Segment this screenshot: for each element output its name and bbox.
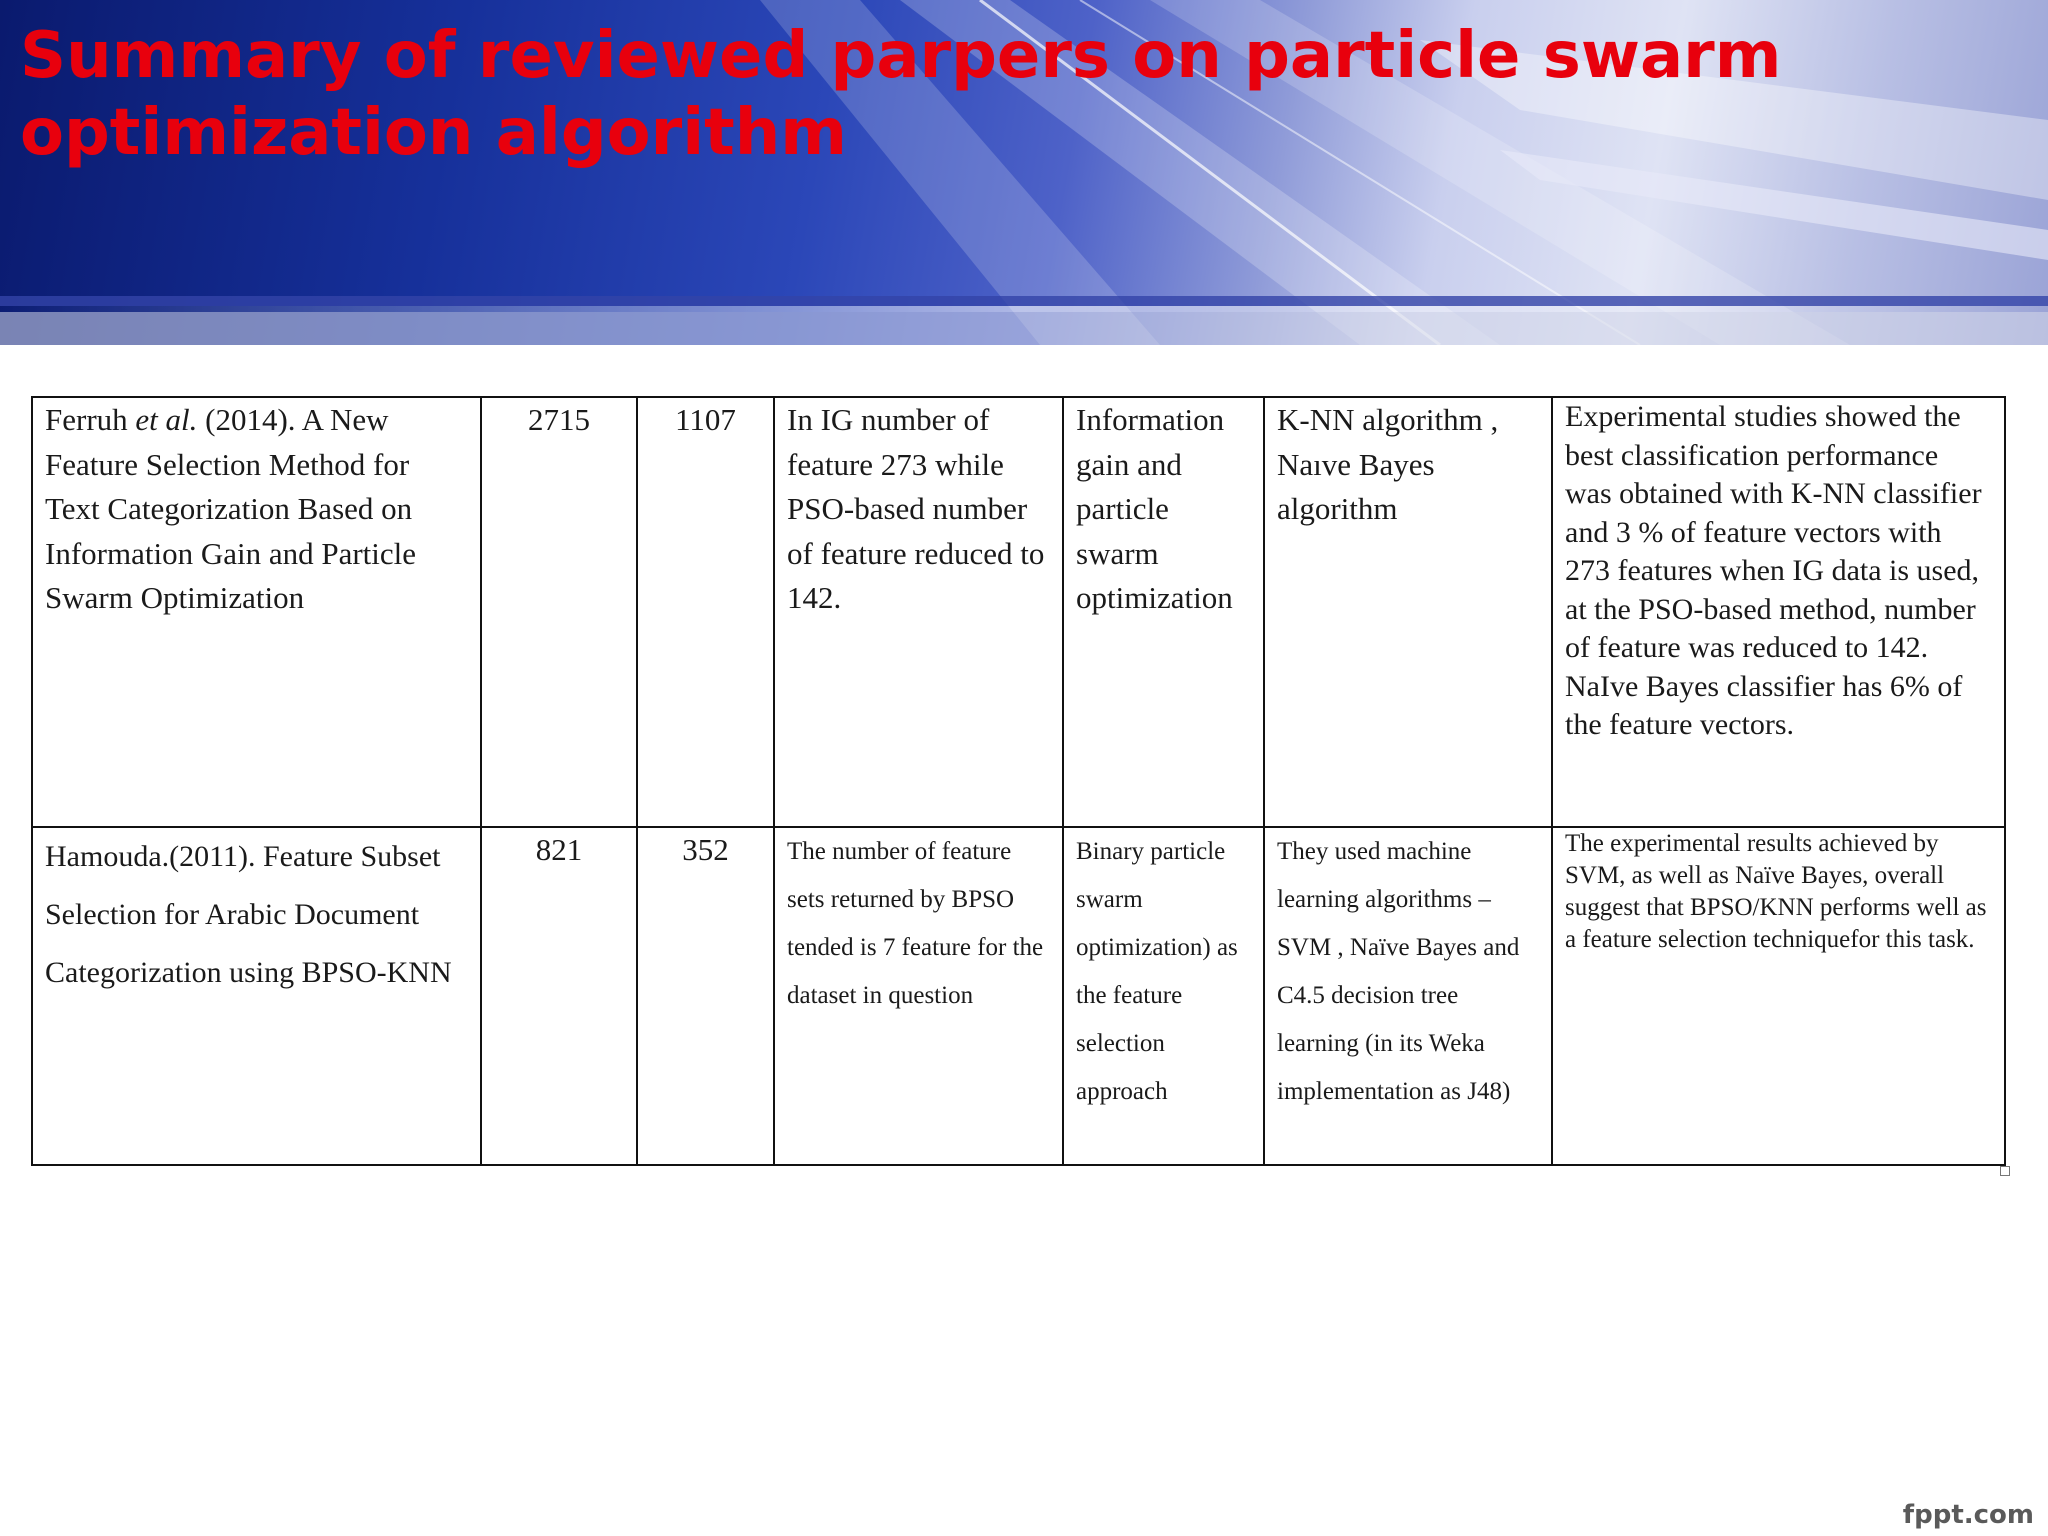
table-resize-handle[interactable]	[2000, 1166, 2010, 1176]
header-banner	[0, 0, 2048, 345]
findings-cell: The experimental results achieved by SVM, as well as Naïve Bayes, overall suggest that BPSO/KNN performs well as a feature selection techniquefor this task.	[1552, 827, 2005, 1165]
selected-features-cell: 352	[637, 827, 774, 1165]
total-features-cell: 821	[481, 827, 637, 1165]
selected-features-cell: 1107	[637, 397, 774, 827]
table-row	[32, 827, 2005, 1165]
paper-cell	[32, 397, 481, 827]
feature-reduction-cell: The number of feature sets returned by BPSO tended is 7 feature for the dataset in question	[774, 827, 1063, 1165]
slide-title: Summary of reviewed parpers on particle swarm optimization algorithm	[20, 19, 1782, 170]
papers-summary-table	[31, 396, 2006, 1166]
classifier-cell: They used machine learning algorithms – SVM , Naïve Bayes and C4.5 decision tree learning (in its Weka implementation as J48)	[1264, 827, 1552, 1165]
paper-cell: Hamouda.(2011). Feature Subset Selection for Arabic Document Categorization using BPSO-KNN	[32, 827, 481, 1165]
findings-cell: Experimental studies showed the best classification performance was obtained with K-NN classifier and 3 % of feature vectors with 273 features when IG data is used, at the PSO-based method, number of feature was reduced to 142. NaIve Bayes classifier has 6% of the feature vectors.	[1552, 397, 2005, 827]
selection-method-cell: Binary particle swarm optimization) as the feature selection approach	[1063, 827, 1264, 1165]
selection-method-cell: Information gain and particle swarm optimization	[1063, 397, 1264, 827]
feature-reduction-cell: In IG number of feature 273 while PSO-based number of feature reduced to 142.	[774, 397, 1063, 827]
paper-author: Ferruh	[45, 402, 128, 437]
classifier-cell: K-NN algorithm , Naıve Bayes algorithm	[1264, 397, 1552, 827]
paper-etal: et al.	[135, 402, 198, 437]
fppt-logo: fppt.com	[1902, 1500, 2034, 1530]
paper-rest: (2014). A New Feature Selection Method for Text Categorization Based on Information Gain and Particle Swarm Optimization	[45, 402, 417, 615]
total-features-cell: 2715	[481, 397, 637, 827]
table-row	[32, 397, 2005, 827]
